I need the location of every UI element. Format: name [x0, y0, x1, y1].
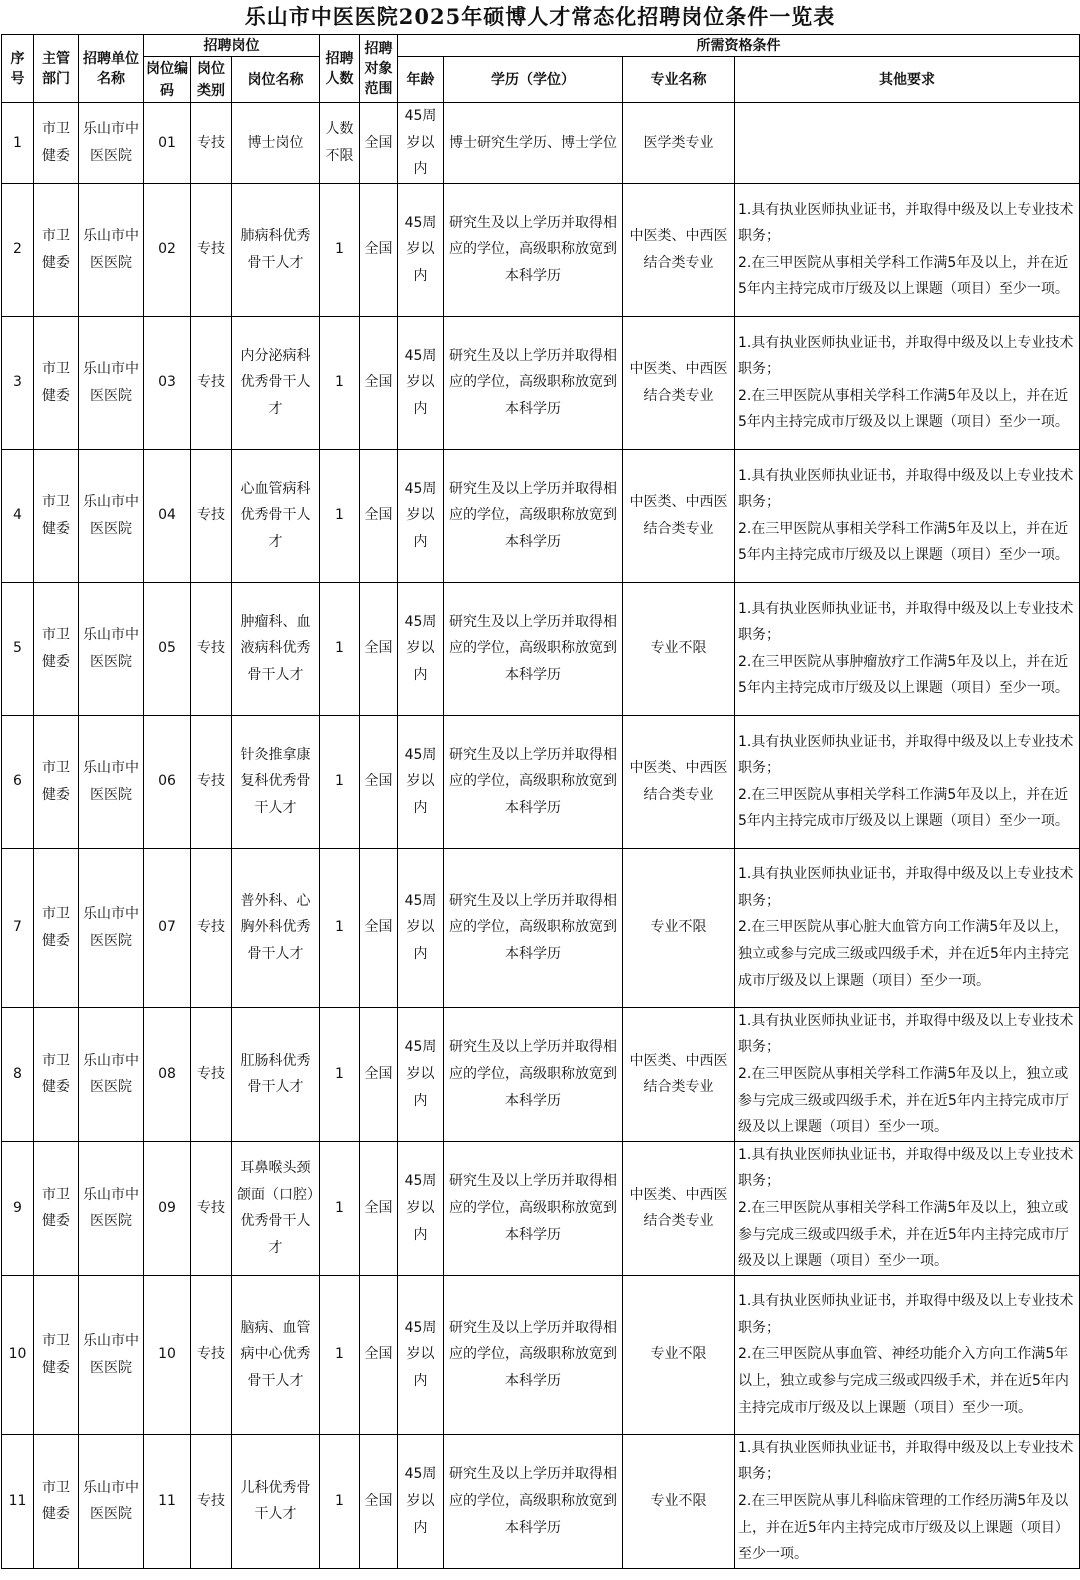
table-row — [2, 183, 1080, 316]
cell-dept: 市卫健委 — [34, 316, 79, 449]
cell-code: 01 — [144, 103, 191, 184]
cell-code: 06 — [144, 715, 191, 848]
cell-type: 专技 — [191, 183, 232, 316]
cell-count: 1 — [320, 715, 360, 848]
header-count: 招聘人数 — [320, 35, 360, 103]
cell-scope: 全国 — [360, 316, 398, 449]
cell-unit: 乐山市中医医院 — [79, 1275, 144, 1434]
cell-edu: 研究生及以上学历并取得相应的学位，高级职称放宽到本科学历 — [444, 316, 623, 449]
cell-major: 专业不限 — [623, 848, 735, 1007]
cell-name: 心血管病科优秀骨干人才 — [232, 449, 320, 582]
cell-age: 45周岁以内 — [398, 103, 444, 184]
header-seq: 序号 — [2, 35, 34, 103]
cell-seq: 4 — [2, 449, 34, 582]
cell-count: 1 — [320, 582, 360, 715]
table-row — [2, 1007, 1080, 1141]
cell-unit: 乐山市中医医院 — [79, 1434, 144, 1568]
cell-type: 专技 — [191, 103, 232, 184]
cell-edu: 研究生及以上学历并取得相应的学位，高级职称放宽到本科学历 — [444, 1141, 623, 1275]
recruitment-table — [1, 34, 1080, 1569]
cell-code: 02 — [144, 183, 191, 316]
cell-other: 1.具有执业医师执业证书，并取得中级及以上专业技术职务； 2.在三甲医院从事相关学科工作满5年及以上，并在近5年内主持完成市厅级及以上课题（项目）至少一项。 — [735, 316, 1080, 449]
table-row — [2, 1434, 1080, 1568]
cell-name: 普外科、心胸外科优秀骨干人才 — [232, 848, 320, 1007]
cell-edu: 研究生及以上学历并取得相应的学位，高级职称放宽到本科学历 — [444, 1007, 623, 1141]
cell-dept: 市卫健委 — [34, 1141, 79, 1275]
cell-count: 人数不限 — [320, 103, 360, 184]
cell-major: 中医类、中西医结合类专业 — [623, 1007, 735, 1141]
cell-age: 45周岁以内 — [398, 183, 444, 316]
cell-edu: 博士研究生学历、博士学位 — [444, 103, 623, 184]
cell-count: 1 — [320, 316, 360, 449]
cell-other: 1.具有执业医师执业证书，并取得中级及以上专业技术职务； 2.在三甲医院从事心脏大血管方向工作满5年及以上，独立或参与完成三级或四级手术，并在近5年内主持完成市厅级及以上课题（项目）至少一项。 — [735, 848, 1080, 1007]
cell-count: 1 — [320, 1434, 360, 1568]
header-age: 年龄 — [398, 57, 444, 103]
cell-name: 博士岗位 — [232, 103, 320, 184]
cell-type: 专技 — [191, 715, 232, 848]
cell-name: 针灸推拿康复科优秀骨干人才 — [232, 715, 320, 848]
cell-seq: 8 — [2, 1007, 34, 1141]
cell-edu: 研究生及以上学历并取得相应的学位，高级职称放宽到本科学历 — [444, 715, 623, 848]
cell-age: 45周岁以内 — [398, 316, 444, 449]
cell-seq: 11 — [2, 1434, 34, 1568]
cell-seq: 9 — [2, 1141, 34, 1275]
table-row — [2, 103, 1080, 184]
header-pos-type: 岗位类别 — [191, 57, 232, 103]
cell-unit: 乐山市中医医院 — [79, 1007, 144, 1141]
cell-count: 1 — [320, 848, 360, 1007]
cell-count: 1 — [320, 449, 360, 582]
cell-edu: 研究生及以上学历并取得相应的学位，高级职称放宽到本科学历 — [444, 449, 623, 582]
cell-dept: 市卫健委 — [34, 1275, 79, 1434]
cell-code: 03 — [144, 316, 191, 449]
cell-seq: 6 — [2, 715, 34, 848]
cell-type: 专技 — [191, 848, 232, 1007]
cell-type: 专技 — [191, 1434, 232, 1568]
cell-edu: 研究生及以上学历并取得相应的学位，高级职称放宽到本科学历 — [444, 1275, 623, 1434]
cell-type: 专技 — [191, 582, 232, 715]
cell-unit: 乐山市中医医院 — [79, 103, 144, 184]
table-row — [2, 1141, 1080, 1275]
cell-count: 1 — [320, 1275, 360, 1434]
cell-unit: 乐山市中医医院 — [79, 582, 144, 715]
cell-seq: 1 — [2, 103, 34, 184]
header-scope: 招聘对象范围 — [360, 35, 398, 103]
cell-other: 1.具有执业医师执业证书，并取得中级及以上专业技术职务； 2.在三甲医院从事血管、神经功能介入方向工作满5年以上，独立或参与完成三级或四级手术，并在近5年内主持完成市厅级及以上课题（项目）至少一项。 — [735, 1275, 1080, 1434]
header-unit: 招聘单位名称 — [79, 35, 144, 103]
cell-scope: 全国 — [360, 183, 398, 316]
cell-edu: 研究生及以上学历并取得相应的学位，高级职称放宽到本科学历 — [444, 183, 623, 316]
cell-code: 09 — [144, 1141, 191, 1275]
cell-major: 中医类、中西医结合类专业 — [623, 1141, 735, 1275]
cell-dept: 市卫健委 — [34, 449, 79, 582]
header-position-group: 招聘岗位 — [144, 35, 320, 57]
cell-name: 内分泌病科优秀骨干人才 — [232, 316, 320, 449]
cell-count: 1 — [320, 1007, 360, 1141]
table-row — [2, 582, 1080, 715]
cell-unit: 乐山市中医医院 — [79, 183, 144, 316]
cell-name: 耳鼻喉头颈颌面（口腔）优秀骨干人才 — [232, 1141, 320, 1275]
cell-major: 专业不限 — [623, 582, 735, 715]
cell-unit: 乐山市中医医院 — [79, 449, 144, 582]
cell-age: 45周岁以内 — [398, 1434, 444, 1568]
cell-other: 1.具有执业医师执业证书，并取得中级及以上专业技术职务； 2.在三甲医院从事相关学科工作满5年及以上，并在近5年内主持完成市厅级及以上课题（项目）至少一项。 — [735, 715, 1080, 848]
cell-major: 中医类、中西医结合类专业 — [623, 715, 735, 848]
cell-code: 07 — [144, 848, 191, 1007]
cell-age: 45周岁以内 — [398, 848, 444, 1007]
cell-other: 1.具有执业医师执业证书，并取得中级及以上专业技术职务； 2.在三甲医院从事相关学科工作满5年及以上，并在近5年内主持完成市厅级及以上课题（项目）至少一项。 — [735, 449, 1080, 582]
cell-unit: 乐山市中医医院 — [79, 715, 144, 848]
cell-scope: 全国 — [360, 1141, 398, 1275]
cell-dept: 市卫健委 — [34, 103, 79, 184]
cell-scope: 全国 — [360, 715, 398, 848]
table-row — [2, 848, 1080, 1007]
cell-type: 专技 — [191, 1275, 232, 1434]
cell-major: 专业不限 — [623, 1275, 735, 1434]
cell-seq: 5 — [2, 582, 34, 715]
cell-other: 1.具有执业医师执业证书，并取得中级及以上专业技术职务； 2.在三甲医院从事相关学科工作满5年及以上，独立或参与完成三级或四级手术，并在近5年内主持完成市厅级及以上课题（项目）至少一项。 — [735, 1141, 1080, 1275]
cell-scope: 全国 — [360, 1007, 398, 1141]
cell-name: 儿科优秀骨干人才 — [232, 1434, 320, 1568]
cell-other: 1.具有执业医师执业证书，并取得中级及以上专业技术职务； 2.在三甲医院从事相关学科工作满5年及以上，独立或参与完成三级或四级手术，并在近5年内主持完成市厅级及以上课题（项目）至少一项。 — [735, 1007, 1080, 1141]
cell-scope: 全国 — [360, 449, 398, 582]
cell-major: 专业不限 — [623, 1434, 735, 1568]
cell-major: 中医类、中西医结合类专业 — [623, 183, 735, 316]
table-row — [2, 316, 1080, 449]
cell-edu: 研究生及以上学历并取得相应的学位，高级职称放宽到本科学历 — [444, 848, 623, 1007]
cell-other: 1.具有执业医师执业证书，并取得中级及以上专业技术职务； 2.在三甲医院从事相关学科工作满5年及以上，并在近5年内主持完成市厅级及以上课题（项目）至少一项。 — [735, 183, 1080, 316]
cell-other: 1.具有执业医师执业证书，并取得中级及以上专业技术职务； 2.在三甲医院从事肿瘤放疗工作满5年及以上，并在近5年内主持完成市厅级及以上课题（项目）至少一项。 — [735, 582, 1080, 715]
cell-edu: 研究生及以上学历并取得相应的学位，高级职称放宽到本科学历 — [444, 582, 623, 715]
cell-edu: 研究生及以上学历并取得相应的学位，高级职称放宽到本科学历 — [444, 1434, 623, 1568]
page-title: 乐山市中医医院2025年硕博人才常态化招聘岗位条件一览表 — [244, 4, 836, 29]
cell-code: 08 — [144, 1007, 191, 1141]
cell-scope: 全国 — [360, 1434, 398, 1568]
cell-seq: 3 — [2, 316, 34, 449]
cell-scope: 全国 — [360, 1275, 398, 1434]
cell-name: 肛肠科优秀骨干人才 — [232, 1007, 320, 1141]
header-dept: 主管部门 — [34, 35, 79, 103]
header-pos-code: 岗位编码 — [144, 57, 191, 103]
cell-dept: 市卫健委 — [34, 582, 79, 715]
cell-dept: 市卫健委 — [34, 183, 79, 316]
cell-other: 1.具有执业医师执业证书，并取得中级及以上专业技术职务； 2.在三甲医院从事儿科临床管理的工作经历满5年及以上，并在近5年内主持完成市厅级及以上课题（项目）至少一项。 — [735, 1434, 1080, 1568]
header-major: 专业名称 — [623, 57, 735, 103]
cell-dept: 市卫健委 — [34, 715, 79, 848]
cell-seq: 10 — [2, 1275, 34, 1434]
cell-age: 45周岁以内 — [398, 1141, 444, 1275]
header-other: 其他要求 — [735, 57, 1080, 103]
cell-major: 中医类、中西医结合类专业 — [623, 316, 735, 449]
table-row — [2, 449, 1080, 582]
cell-name: 脑病、血管病中心优秀骨干人才 — [232, 1275, 320, 1434]
header-pos-name: 岗位名称 — [232, 57, 320, 103]
header-qual-group: 所需资格条件 — [398, 35, 1080, 57]
cell-type: 专技 — [191, 1141, 232, 1275]
table-row — [2, 715, 1080, 848]
cell-major: 医学类专业 — [623, 103, 735, 184]
cell-unit: 乐山市中医医院 — [79, 316, 144, 449]
cell-dept: 市卫健委 — [34, 848, 79, 1007]
cell-count: 1 — [320, 1141, 360, 1275]
cell-type: 专技 — [191, 1007, 232, 1141]
cell-name: 肿瘤科、血液病科优秀骨干人才 — [232, 582, 320, 715]
cell-scope: 全国 — [360, 848, 398, 1007]
cell-dept: 市卫健委 — [34, 1007, 79, 1141]
cell-type: 专技 — [191, 449, 232, 582]
cell-seq: 2 — [2, 183, 34, 316]
cell-code: 11 — [144, 1434, 191, 1568]
cell-age: 45周岁以内 — [398, 715, 444, 848]
cell-other — [735, 103, 1080, 184]
cell-code: 05 — [144, 582, 191, 715]
cell-unit: 乐山市中医医院 — [79, 1141, 144, 1275]
cell-scope: 全国 — [360, 582, 398, 715]
cell-seq: 7 — [2, 848, 34, 1007]
cell-name: 肺病科优秀骨干人才 — [232, 183, 320, 316]
cell-count: 1 — [320, 183, 360, 316]
cell-age: 45周岁以内 — [398, 582, 444, 715]
cell-unit: 乐山市中医医院 — [79, 848, 144, 1007]
cell-age: 45周岁以内 — [398, 1007, 444, 1141]
table-row — [2, 1275, 1080, 1434]
cell-age: 45周岁以内 — [398, 449, 444, 582]
cell-code: 10 — [144, 1275, 191, 1434]
header-edu: 学历（学位） — [444, 57, 623, 103]
cell-type: 专技 — [191, 316, 232, 449]
cell-dept: 市卫健委 — [34, 1434, 79, 1568]
cell-major: 中医类、中西医结合类专业 — [623, 449, 735, 582]
cell-scope: 全国 — [360, 103, 398, 184]
cell-code: 04 — [144, 449, 191, 582]
cell-age: 45周岁以内 — [398, 1275, 444, 1434]
